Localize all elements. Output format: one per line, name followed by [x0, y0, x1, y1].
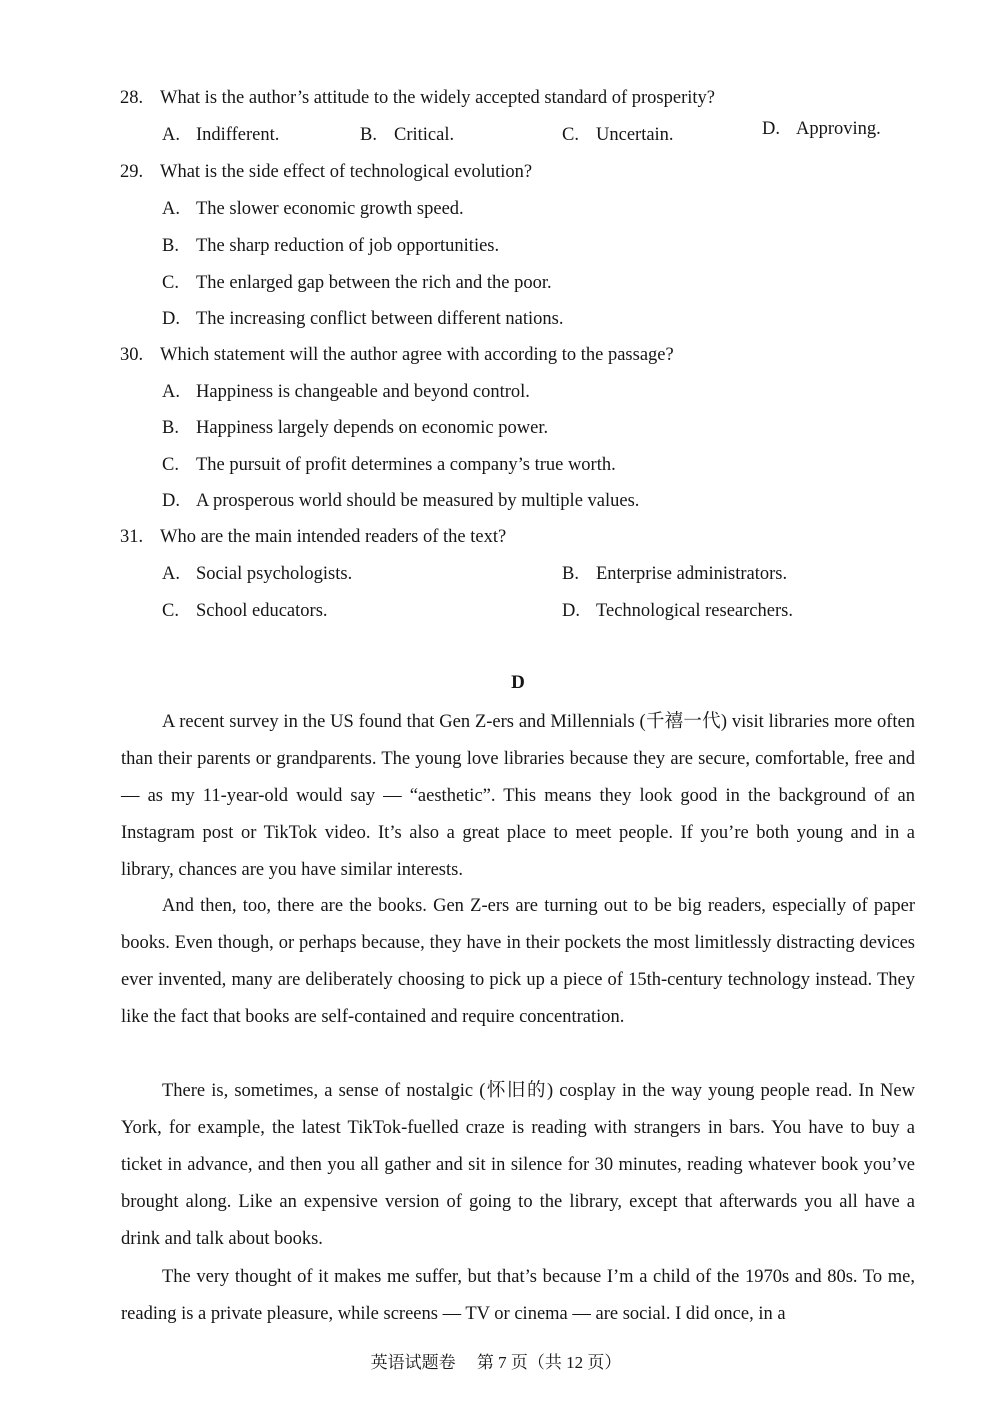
option-b: B. The sharp reduction of job opportunities.: [162, 236, 500, 256]
passage-paragraph-4: The very thought of it makes me suffer, but that’s because I’m a child of the 1970s and 80s. To me, reading is a private pleasure, while screens — TV or cinema — are social. I did once, in a: [121, 1267, 915, 1324]
option-c: C. The pursuit of profit determines a company’s true worth.: [162, 455, 616, 475]
passage-paragraph-3: There is, sometimes, a sense of nostalgic (怀旧的) cosplay in the way young people read. In New York, for example, the latest TikTok-fuelled craze is reading with strangers in bars. You have to buy a ticket in advance, and then you all gather and sit in silence for 30 minutes, reading whatever book you’ve brought along. Like an expensive version of going to the library, except that afterwards you all have a drink and talk about books.: [121, 1081, 915, 1249]
option-d: D. A prosperous world should be measured by multiple values.: [162, 491, 640, 511]
passage-paragraph-2: And then, too, there are the books. Gen Z-ers are turning out to be big readers, especially of paper books. Even though, or perhaps because, they have in their pockets the most limitlessly distracting devices ever invented, many are deliberately choosing to pick up a piece of 15th-century technology instead. They like the fact that books are self-contained and require concentration.: [121, 896, 915, 1027]
page-footer: 英语试题卷 第 7 页（共 12 页）: [370, 1353, 622, 1372]
question-number: 29.: [120, 162, 144, 182]
question-28: [120, 88, 715, 109]
option-c: C. Uncertain.: [562, 125, 674, 145]
option-b: B. Critical.: [360, 125, 455, 145]
question-text: What is the author’s attitude to the widely accepted standard of prosperity?: [160, 88, 715, 108]
option-a: A. Social psychologists.: [162, 564, 353, 584]
question-number: 30.: [120, 345, 144, 365]
option-a: A. Indifferent.: [162, 125, 280, 145]
option-d: D. Technological researchers.: [562, 601, 793, 621]
section-title: D: [511, 672, 525, 693]
option-c: C. School educators.: [162, 601, 328, 621]
question-number: 28.: [120, 88, 144, 108]
option-c: C. The enlarged gap between the rich and the poor.: [162, 273, 552, 293]
option-d: D. The increasing conflict between different nations.: [162, 309, 564, 329]
option-d: D. Approving.: [762, 119, 881, 139]
question-number: 31.: [120, 527, 144, 547]
question-text: Who are the main intended readers of the text?: [160, 527, 507, 547]
option-b: B. Enterprise administrators.: [562, 564, 788, 584]
question-29: [120, 162, 532, 183]
question-text: What is the side effect of technological evolution?: [160, 162, 533, 182]
option-a: A. The slower economic growth speed.: [162, 199, 464, 219]
question-text: Which statement will the author agree with according to the passage?: [160, 345, 674, 365]
question-30: [120, 345, 674, 366]
option-b: B. Happiness largely depends on economic power.: [162, 418, 549, 438]
question-31: [120, 527, 506, 548]
option-a: A. Happiness is changeable and beyond control.: [162, 382, 530, 402]
passage-paragraph-1: A recent survey in the US found that Gen Z-ers and Millennials (千禧一代) visit libraries more often than their parents or grandparents. The young love libraries because they are secure, comfortable, free and — as my 11-year-old would say — “aesthetic”. This means they look good in the background of an Instagram post or TikTok video. It’s also a great place to meet people. If you’re both young and in a library, chances are you have similar interests.: [121, 712, 915, 880]
